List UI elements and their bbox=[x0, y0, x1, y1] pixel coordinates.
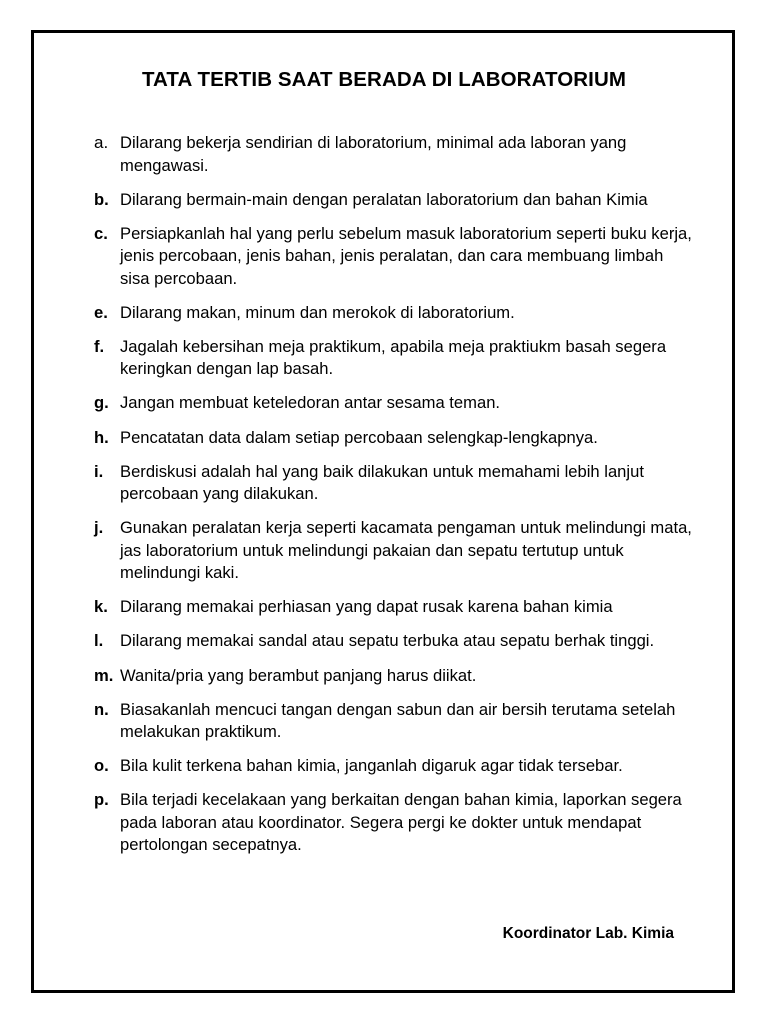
rule-marker: e. bbox=[94, 302, 108, 322]
rule-marker: o. bbox=[94, 756, 109, 776]
rule-item bbox=[94, 517, 694, 585]
rule-item bbox=[94, 699, 694, 744]
rule-item bbox=[94, 789, 694, 857]
rule-marker: c. bbox=[94, 223, 108, 243]
rule-marker: p. bbox=[94, 790, 109, 810]
signature: Koordinator Lab. Kimia bbox=[502, 925, 674, 942]
rule-item bbox=[94, 665, 694, 688]
rule-item bbox=[94, 223, 694, 291]
rules-list bbox=[94, 132, 694, 868]
rule-text: Berdiskusi adalah hal yang baik dilakukan untuk memahami lebih lanjut percobaan yang dilakukan. bbox=[120, 461, 644, 504]
rule-marker: h. bbox=[94, 427, 109, 447]
rule-marker: k. bbox=[94, 597, 108, 617]
rule-text: Jangan membuat keteledoran antar sesama teman. bbox=[120, 393, 501, 413]
rule-marker: b. bbox=[94, 189, 109, 209]
rule-item bbox=[94, 189, 694, 212]
rule-item bbox=[94, 461, 694, 506]
document-title: TATA TERTIB SAAT BERADA DI LABORATORIUM bbox=[141, 68, 627, 91]
rule-marker: m. bbox=[94, 665, 114, 685]
rule-text: Dilarang bekerja sendirian di laboratorium, minimal ada laboran yang mengawasi. bbox=[120, 133, 627, 175]
rule-item bbox=[94, 336, 694, 381]
rule-marker: f. bbox=[94, 336, 105, 356]
rule-text: Dilarang memakai perhiasan yang dapat rusak karena bahan kimia bbox=[120, 597, 613, 617]
rule-text: Dilarang memakai sandal atau sepatu terbuka atau sepatu berhak tinggi. bbox=[120, 631, 655, 651]
rule-item bbox=[94, 302, 694, 325]
rule-text: Pencatatan data dalam setiap percobaan selengkap-lengkapnya. bbox=[120, 427, 598, 447]
rule-text: Bila kulit terkena bahan kimia, janganlah digaruk agar tidak tersebar. bbox=[120, 756, 623, 776]
rule-item bbox=[94, 392, 694, 415]
rule-marker: j. bbox=[94, 518, 104, 538]
rule-text: Gunakan peralatan kerja seperti kacamata pengaman untuk melindungi mata, jas laboratorium untuk melindungi pakaian dan sepatu tertutup untuk melindungi kaki. bbox=[120, 518, 692, 583]
rule-item bbox=[94, 630, 694, 653]
rule-item bbox=[94, 427, 694, 450]
rule-marker: g. bbox=[94, 393, 109, 413]
rule-item bbox=[94, 132, 694, 177]
rule-text: Biasakanlah mencuci tangan dengan sabun dan air bersih terutama setelah melakukan praktikum. bbox=[120, 699, 676, 742]
rule-text: Dilarang bermain-main dengan peralatan laboratorium dan bahan Kimia bbox=[120, 189, 648, 209]
rule-marker: l. bbox=[94, 631, 104, 651]
rule-marker: i. bbox=[94, 461, 104, 481]
rule-text: Bila terjadi kecelakaan yang berkaitan dengan bahan kimia, laporkan segera pada laboran atau koordinator. Segera pergi ke dokter untuk mendapat pertolongan secepatnya. bbox=[120, 790, 682, 855]
rule-text: Wanita/pria yang berambut panjang harus diikat. bbox=[120, 665, 477, 685]
rule-text: Dilarang makan, minum dan merokok di laboratorium. bbox=[120, 302, 515, 322]
rule-text: Persiapkanlah hal yang perlu sebelum masuk laboratorium seperti buku kerja, jenis percobaan, jenis bahan, jenis peralatan, dan cara membuang limbah sisa percobaan. bbox=[120, 223, 692, 288]
rule-item bbox=[94, 596, 694, 619]
rule-marker: n. bbox=[94, 699, 109, 719]
rule-marker: a. bbox=[94, 133, 109, 152]
rule-item bbox=[94, 755, 694, 778]
rule-text: Jagalah kebersihan meja praktikum, apabila meja praktiukm basah segera keringkan dengan lap basah. bbox=[120, 336, 667, 379]
